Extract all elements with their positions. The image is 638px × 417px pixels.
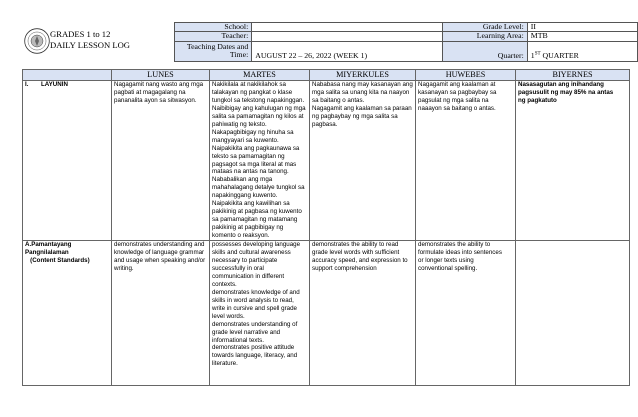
row-label-layunin bbox=[23, 81, 112, 241]
cell-text-line: talakayan ng pangkat o klase bbox=[212, 88, 293, 96]
cell-text-line: pagbasa. bbox=[312, 120, 338, 128]
cell-text-line: towards language, literacy, and bbox=[212, 352, 298, 360]
cell-biyernes-layunin bbox=[516, 81, 630, 241]
quarter-text: QUARTER bbox=[540, 51, 579, 61]
cell-text-line: knowledge of language grammar bbox=[114, 249, 205, 257]
dates-label bbox=[175, 41, 252, 61]
area-label: Learning Area: bbox=[442, 32, 527, 41]
cell-text-line: demonstrates the ability to read bbox=[312, 241, 399, 249]
cell-text-line: Nababasa nang may kasanayan ang bbox=[312, 81, 413, 88]
cell-text-line: demonstrates positive attitude bbox=[212, 344, 295, 352]
cell-text-line: Naibibigay ang kahulugan ng mga bbox=[212, 104, 306, 112]
cell-text-line: demonstrates the ability to bbox=[418, 241, 491, 249]
table-row-layunin bbox=[23, 81, 630, 241]
cell-text-line: Nagagamit nang wasto ang mga bbox=[114, 81, 204, 88]
cell-text-line: pananalita ayon sa sitwasyon. bbox=[114, 96, 197, 104]
cell-text-line: conventional spelling. bbox=[418, 264, 478, 272]
cell-text-line: mahahalagang detalye tungkol sa bbox=[212, 184, 305, 192]
cell-text-line: informational texts. bbox=[212, 336, 264, 344]
cell-martes-layunin bbox=[210, 81, 310, 241]
deped-seal-icon bbox=[24, 28, 50, 54]
cell-text-line: ng pagbaybay ng mga salita sa bbox=[312, 112, 398, 120]
dates-value: AUGUST 22 – 26, 2022 (WEEK 1) bbox=[252, 41, 443, 61]
cell-text-line: writing. bbox=[114, 264, 134, 272]
cell-text-line: pahiwatig ng teksto. bbox=[212, 120, 267, 128]
dates-label-line-2: Time: bbox=[229, 50, 249, 60]
cell-huwebes-layunin bbox=[416, 81, 516, 241]
quarter-value bbox=[527, 41, 637, 61]
cell-text-line: contexts. bbox=[212, 280, 237, 288]
cell-text-line: pagbati at magagalang na bbox=[114, 88, 186, 96]
logo-line-1: GRADES 1 to 12 bbox=[50, 29, 111, 39]
cell-text-line: possesses developing language bbox=[212, 241, 301, 249]
cell-text-line: necessary to participate bbox=[212, 256, 278, 264]
cell-text-line: literature. bbox=[212, 360, 238, 368]
cell-text-line: ng pagkatuto bbox=[518, 96, 557, 104]
cell-text-line: mangyayari sa kuwento. bbox=[212, 136, 279, 144]
day-header-thursday: HUWEBES bbox=[416, 70, 516, 81]
cell-text-line: skills and cultural awareness bbox=[212, 249, 291, 257]
cell-miyerkules-layunin bbox=[310, 81, 416, 241]
row-number: I. bbox=[25, 81, 29, 88]
cell-text-line: Nagagamit ang kaalaman at bbox=[418, 81, 496, 88]
cell-text-line: kasanayan sa pagbaybay sa bbox=[418, 88, 497, 96]
cell-lunes-content-standards bbox=[112, 241, 210, 386]
dates-label-line-1: Teaching Dates and bbox=[186, 41, 249, 51]
cell-text-line: demonstrates understanding of bbox=[212, 320, 298, 328]
cell-text-line: sa pamamagitan ng matamang bbox=[212, 216, 298, 224]
header-info-table bbox=[174, 22, 638, 62]
cell-miyerkules-content-standards bbox=[310, 241, 416, 386]
cell-text-line: pagsusulit ng may 85% na antas bbox=[518, 88, 614, 96]
cell-text-line: napakinggang kuwento. bbox=[212, 192, 278, 200]
cell-text-line: A.Pamantayang bbox=[25, 241, 72, 249]
cell-text-line: sa baitang o antas. bbox=[312, 96, 365, 104]
corner-header bbox=[23, 70, 112, 81]
cell-text-line: accuracy speed, and expression to bbox=[312, 256, 408, 264]
cell-biyernes-content-standards bbox=[516, 241, 630, 386]
cell-text-line: naaayon sa baitang o antas. bbox=[418, 104, 496, 112]
cell-text-line: level words. bbox=[212, 312, 245, 320]
lesson-log-table bbox=[22, 69, 630, 386]
cell-text-line: communication in different bbox=[212, 272, 285, 280]
cell-text-line: Nasasagutan ang inihandang bbox=[518, 81, 604, 88]
cell-text-line: or longer texts using bbox=[418, 256, 474, 264]
cell-text-line: pagsagot sa mga literal at mas bbox=[212, 160, 297, 168]
cell-martes-content-standards bbox=[210, 241, 310, 386]
cell-text-line: Nagagamit ang kaalaman sa paraan bbox=[312, 104, 412, 112]
cell-text-line: Pangnilalaman bbox=[25, 249, 69, 257]
cell-text-line: mataas na antas na tanong. bbox=[212, 168, 289, 176]
grade-label: Grade Level: bbox=[442, 23, 527, 32]
cell-text-line: Naipakikita ang kawilihan sa bbox=[212, 200, 290, 208]
cell-text-line: Nababalikan ang mga bbox=[212, 176, 273, 184]
cell-text-line: Nakapagbibigay ng hinuha sa bbox=[212, 128, 294, 136]
quarter-number: 1 bbox=[530, 51, 535, 61]
cell-text-line: grade level narrative and bbox=[212, 328, 281, 336]
grade-value: II bbox=[527, 23, 637, 32]
day-header-tuesday: MARTES bbox=[210, 70, 310, 81]
cell-text-line: pakikinig at pagbibigay ng bbox=[212, 224, 284, 232]
cell-text-line: grade level words with sufficient bbox=[312, 249, 400, 257]
school-value bbox=[252, 23, 443, 32]
cell-text-line: pakikinig at pagbasa ng kuwento bbox=[212, 208, 302, 216]
logo-line-2: DAILY LESSON LOG bbox=[50, 40, 130, 50]
day-header-monday: LUNES bbox=[112, 70, 210, 81]
cell-text-line: tungkol sa tekstong napakinggan. bbox=[212, 96, 305, 104]
school-label: School: bbox=[175, 23, 252, 32]
quarter-suffix: ST bbox=[534, 51, 541, 57]
cell-text-line: mga salita sa unang kita na naayon bbox=[312, 88, 410, 96]
cell-lunes-layunin bbox=[112, 81, 210, 241]
row-label-content-standards bbox=[23, 241, 112, 386]
cell-text-line: successfully in oral bbox=[212, 264, 264, 272]
cell-text-line: teksto sa pamamagitan ng bbox=[212, 152, 285, 160]
quarter-label: Quarter: bbox=[442, 41, 527, 61]
teacher-value bbox=[252, 32, 443, 41]
area-value: MTB bbox=[527, 32, 637, 41]
cell-huwebes-content-standards bbox=[416, 241, 516, 386]
teacher-label: Teacher: bbox=[175, 32, 252, 41]
day-header-friday: BIYERNES bbox=[516, 70, 630, 81]
cell-text-line: write in cursive and spell grade bbox=[212, 304, 297, 312]
cell-text-line: salita sa pamamagitan ng kilos at bbox=[212, 112, 304, 120]
cell-text-line: support comprehension bbox=[312, 264, 377, 272]
cell-text-line: and usage when speaking and/or bbox=[114, 256, 206, 264]
cell-text-line: formulate ideas into sentences bbox=[418, 249, 502, 257]
cell-text-line: demonstrates knowledge of and bbox=[212, 288, 300, 296]
cell-text-line: Nakikilala at nakikilahok sa bbox=[212, 81, 286, 88]
cell-text-line: demonstrates understanding and bbox=[114, 241, 205, 249]
logo-title bbox=[50, 29, 130, 51]
cell-text-line: komento o reaksyon. bbox=[212, 232, 270, 240]
cell-text-line: (Content Standards) bbox=[25, 256, 90, 264]
row-label-text: LAYUNIN bbox=[41, 81, 68, 88]
cell-text-line: pagsulat ng mga salita na bbox=[418, 96, 489, 104]
cell-text-line: Naipakikita ang pagkaunawa sa bbox=[212, 144, 300, 152]
table-row-content-standards bbox=[23, 241, 630, 386]
cell-text-line: skills in word analysis to read, bbox=[212, 296, 294, 304]
day-header-wednesday: MIYERKULES bbox=[310, 70, 416, 81]
